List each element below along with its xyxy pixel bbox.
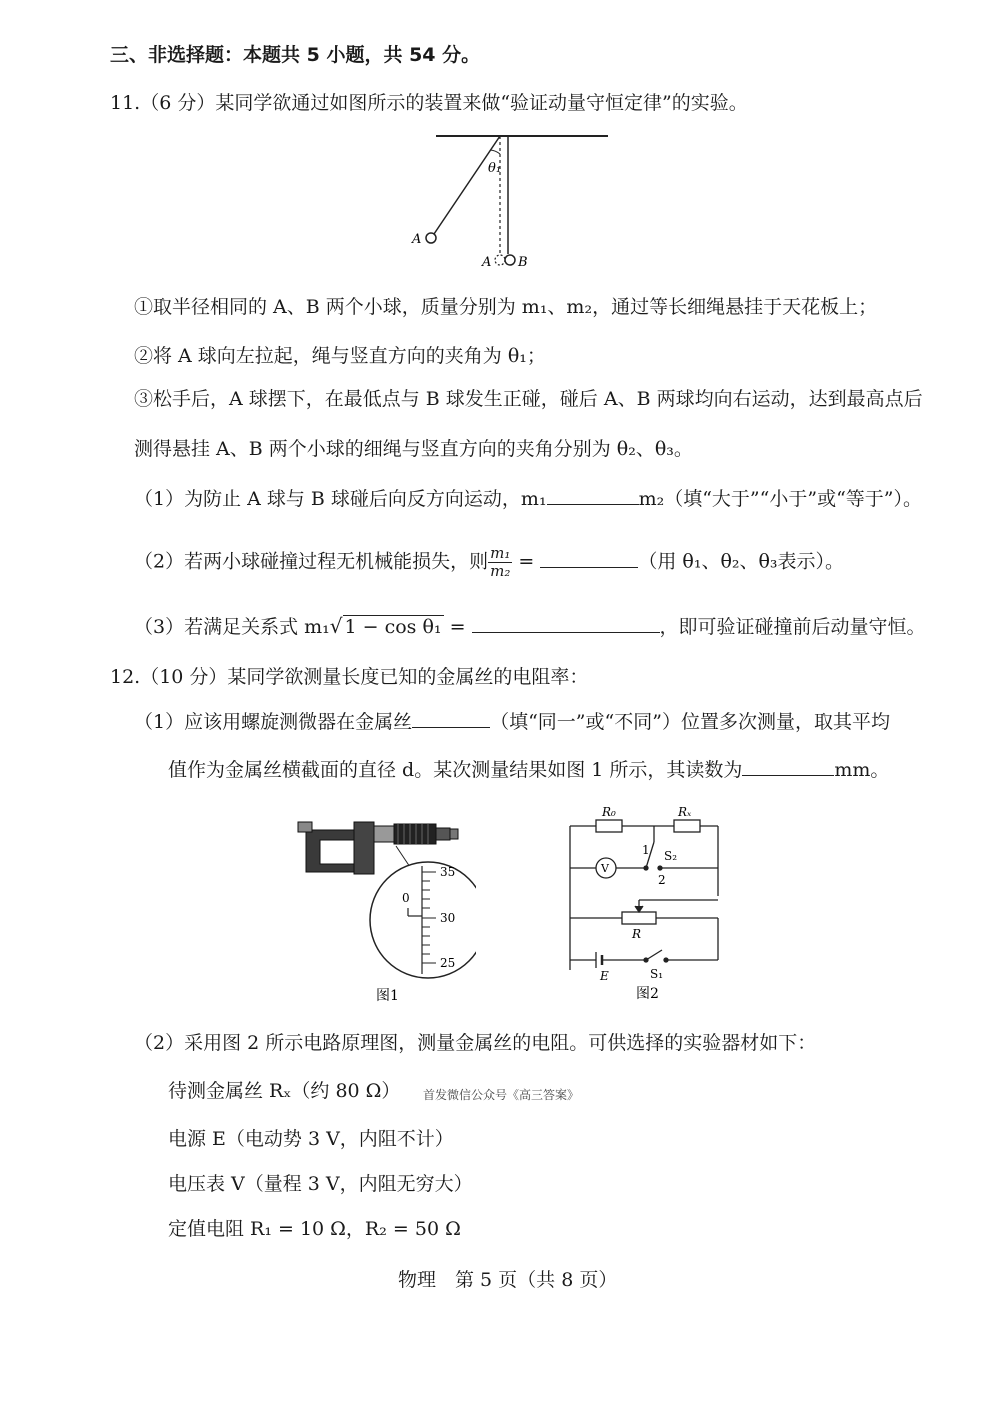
label-a: A bbox=[412, 232, 422, 247]
q12-part2: （2）采用图 2 所示电路原理图，测量金属丝的电阻。可供选择的实验器材如下： bbox=[134, 1032, 817, 1054]
label-r0: R₀ bbox=[602, 805, 616, 819]
label-s2: S₂ bbox=[664, 849, 678, 863]
q12-item3: 电压表 V（量程 3 V，内阻无穷大） bbox=[168, 1173, 473, 1195]
scale-0: 0 bbox=[402, 891, 410, 905]
label-2: 2 bbox=[658, 873, 666, 887]
sqrt-content: 1 − cos θ₁ bbox=[344, 616, 442, 638]
circuit-figure bbox=[560, 800, 740, 1005]
fig2-caption: 图2 bbox=[636, 986, 659, 1002]
ball-a bbox=[426, 233, 436, 243]
fraction-numerator: m₁ bbox=[490, 544, 511, 562]
scale-25: 25 bbox=[440, 956, 456, 970]
q11-part1 bbox=[134, 486, 922, 512]
q11-part1-blank[interactable] bbox=[547, 486, 639, 505]
label-s1: S₁ bbox=[650, 967, 664, 981]
label-a-low: A bbox=[482, 255, 492, 270]
q11-stem: 11.（6 分）某同学欲通过如图所示的装置来做“验证动量守恒定律”的实验。 bbox=[110, 92, 748, 114]
q11-part2-pre: （2）若两小球碰撞过程无机械能损失，则 bbox=[134, 550, 489, 573]
scale-30: 30 bbox=[440, 911, 456, 925]
q11-part3-eq: = bbox=[443, 616, 472, 638]
label-rx: Rₓ bbox=[678, 805, 692, 819]
q12-item1: 待测金属丝 Rₓ（约 80 Ω） bbox=[168, 1080, 401, 1102]
resistor-r0 bbox=[596, 820, 622, 832]
scale-35: 35 bbox=[440, 865, 456, 879]
q12-part1a bbox=[134, 709, 890, 735]
label-e: E bbox=[600, 969, 609, 983]
q12-part1b-pre: 值作为金属丝横截面的直径 d。某次测量结果如图 1 所示，其读数为 bbox=[168, 759, 743, 781]
q11-step3b: 测得悬挂 A、B 两个小球的细绳与竖直方向的夹角分别为 θ₂、θ₃。 bbox=[134, 438, 693, 460]
q11-part3 bbox=[134, 613, 926, 640]
resistor-rx bbox=[674, 820, 700, 832]
q11-part3-post: ，即可验证碰撞前后动量守恒。 bbox=[659, 616, 926, 638]
q12-part1-blank1[interactable] bbox=[412, 709, 490, 728]
q11-part1-post: m₂（填“大于”“小于”或“等于”）。 bbox=[638, 488, 922, 510]
watermark-text: 首发微信公众号《高三答案》 bbox=[423, 1088, 580, 1102]
q12-stem: 12.（10 分）某同学欲测量长度已知的金属丝的电阻率： bbox=[110, 666, 589, 688]
q11-step1: ①取半径相同的 A、B 两个小球，质量分别为 m₁、m₂，通过等长细绳悬挂于天花板上； bbox=[134, 296, 878, 318]
q12-part1-blank2[interactable] bbox=[742, 757, 834, 776]
q12-part1b-post: mm。 bbox=[834, 759, 890, 781]
q11-part2 bbox=[134, 545, 844, 580]
string-a bbox=[434, 136, 500, 234]
q11-part2-post: （用 θ₁、θ₂、θ₃表示）。 bbox=[638, 550, 845, 573]
ball-b bbox=[505, 255, 515, 265]
label-b: B bbox=[518, 255, 528, 270]
label-v: V bbox=[601, 862, 609, 875]
mass-ratio-fraction bbox=[488, 545, 512, 580]
q11-step3a: ③松手后，A 球摆下，在最低点与 B 球发生正碰，碰后 A、B 两球均向右运动，达到最高点后 bbox=[134, 388, 923, 410]
q11-part3-blank[interactable] bbox=[472, 614, 660, 633]
q11-part3-pre: （3）若满足关系式 m₁ bbox=[134, 616, 330, 638]
q11-part2-eq: = bbox=[512, 550, 541, 573]
q12-item2: 电源 E（电动势 3 V，内阻不计） bbox=[168, 1128, 454, 1150]
q12-part1a-post: （填“同一”或“不同”）位置多次测量，取其平均 bbox=[490, 711, 890, 733]
sqrt-icon: √ bbox=[329, 614, 343, 638]
pendulum-figure bbox=[400, 128, 620, 278]
q11-part2-blank[interactable] bbox=[540, 549, 638, 568]
q12-part1b bbox=[168, 757, 889, 783]
zoom-circle bbox=[370, 862, 476, 978]
q11-part1-pre: （1）为防止 A 球与 B 球碰后向反方向运动，m₁ bbox=[134, 488, 547, 510]
section-title: 三、非选择题：本题共 5 小题，共 54 分。 bbox=[110, 44, 481, 66]
rheostat bbox=[622, 912, 656, 924]
ball-a-low bbox=[495, 255, 505, 265]
q12-part1a-pre: （1）应该用螺旋测微器在金属丝 bbox=[134, 711, 413, 733]
page-footer: 物理 第 5 页（共 8 页） bbox=[398, 1269, 618, 1291]
q11-step2: ②将 A 球向左拉起，绳与竖直方向的夹角为 θ₁； bbox=[134, 345, 546, 367]
fig1-caption: 图1 bbox=[376, 988, 399, 1004]
label-1: 1 bbox=[642, 843, 650, 857]
micrometer-figure bbox=[296, 808, 476, 1008]
label-r: R bbox=[632, 927, 642, 941]
theta1-label: θ₁ bbox=[488, 161, 502, 176]
fraction-denominator: m₂ bbox=[490, 562, 511, 580]
q12-item4: 定值电阻 R₁ = 10 Ω，R₂ = 50 Ω bbox=[168, 1218, 461, 1240]
